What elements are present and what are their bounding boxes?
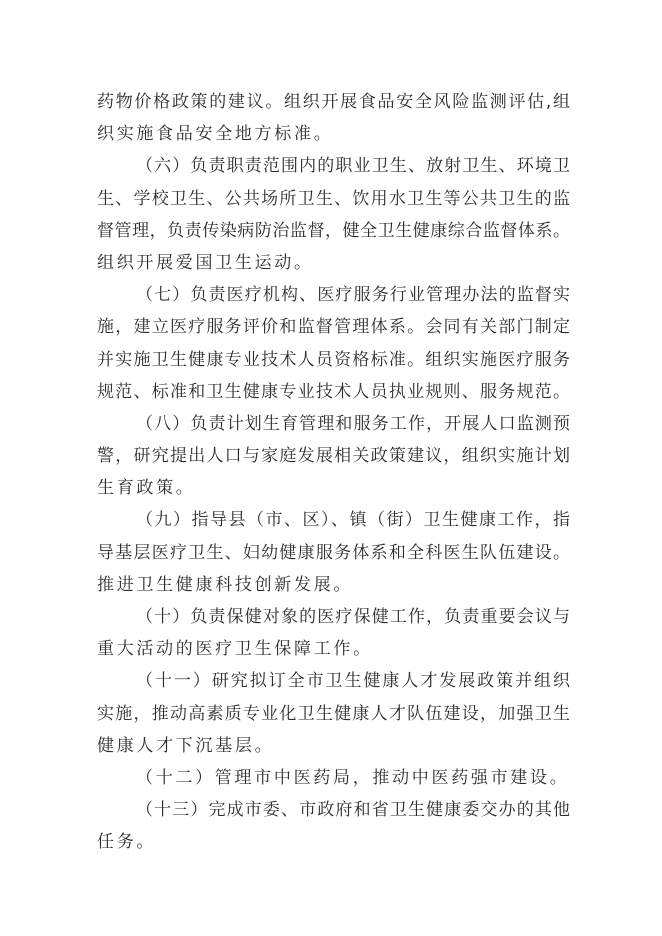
text-line: 织实施食品安全地方标准。 <box>97 124 334 145</box>
paragraph <box>97 408 570 505</box>
text-line: 生育政策。 <box>97 478 196 499</box>
paragraph <box>97 665 570 762</box>
text-line: 重大活动的医疗卫生保障工作。 <box>97 639 373 660</box>
text-line: 生、学校卫生、公共场所卫生、饮用水卫生等公共卫生的监 <box>97 188 570 209</box>
text-line: 并实施卫生健康专业技术人员资格标准。组织实施医疗服务 <box>97 349 570 370</box>
text-line: （十一）研究拟订全市卫生健康人才发展政策并组织 <box>136 671 570 692</box>
text-line: （六）负责职责范围内的职业卫生、放射卫生、环境卫 <box>136 156 570 177</box>
paragraph <box>97 279 570 408</box>
text-line: （十）负责保健对象的医疗保健工作，负责重要会议与 <box>136 607 570 627</box>
paragraph <box>97 150 570 279</box>
document-body <box>97 86 570 859</box>
text-line: （七）负责医疗机构、医疗服务行业管理办法的监督实 <box>136 285 570 306</box>
text-line: （八）负责计划生育管理和服务工作，开展人口监测预 <box>136 413 570 434</box>
text-line: 警，研究提出人口与家庭发展相关政策建议，组织实施计划 <box>97 446 570 467</box>
text-line: 实施，推动高素质专业化卫生健康人才队伍建设，加强卫生 <box>97 703 570 724</box>
text-line: （九）指导县（市、区）、镇（街）卫生健康工作，指 <box>136 510 570 531</box>
text-line: 施，建立医疗服务评价和监督管理体系。会同有关部门制定 <box>97 317 570 338</box>
paragraph <box>97 601 570 665</box>
paragraph <box>97 86 570 150</box>
text-line: 规范、标准和卫生健康专业技术人员执业规则、服务规范。 <box>97 381 570 402</box>
text-line: （十二）管理市中医药局，推动中医药强市建设。 <box>136 767 570 788</box>
text-line: 督管理，负责传染病防治监督，健全卫生健康综合监督体系。 <box>97 220 570 241</box>
text-line: 导基层医疗卫生、妇幼健康服务体系和全科医生队伍建设。 <box>97 542 570 563</box>
text-line: 组织开展爱国卫生运动。 <box>97 252 314 273</box>
text-line: （十三）完成市委、市政府和省卫生健康委交办的其他 <box>136 800 570 821</box>
text-line: 健康人才下沉基层。 <box>97 735 275 756</box>
paragraph <box>97 504 570 601</box>
paragraph <box>97 762 570 794</box>
text-line: 任务。 <box>97 832 157 853</box>
text-line: 药物价格政策的建议。组织开展食品安全风险监测评估,组 <box>97 92 570 112</box>
text-line: 推进卫生健康科技创新发展。 <box>97 574 354 595</box>
paragraph <box>97 794 570 858</box>
